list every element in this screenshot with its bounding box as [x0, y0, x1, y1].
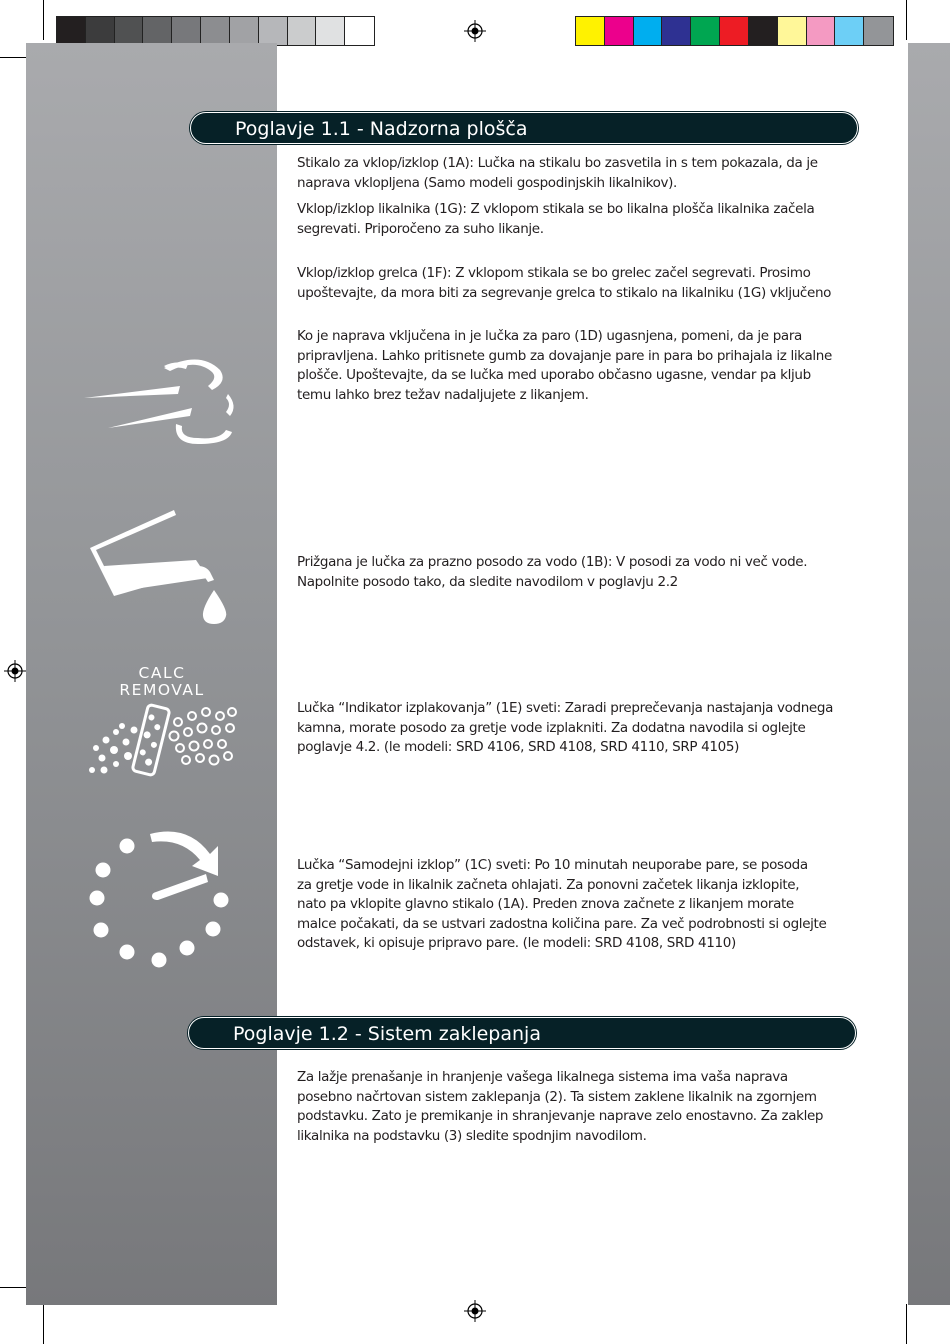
auto-off-paragraph: Lučka “Samodejni izklop” (1C) sveti: Po 10 minutah neuporabe pare, se posoda za gretje vode in likalnik začneta ohlajati. Za ponovni začetek likanja izklopite, nato pa vklopite glavno stikalo (1A). Preden znova začnete z likanjem morate malce počakati, da se ustvari zadostna količina pare. Za več podrobnosti si oglejte odstavek, ki opisuje pripravo pare. (le modeli: SRD 4108, SRD 4110): [297, 857, 827, 951]
registration-mark-icon: [4, 660, 26, 682]
color-swatch: [576, 17, 605, 45]
grayscale-calibration-bar: [56, 16, 375, 46]
color-swatch: [259, 17, 288, 45]
locking-system-paragraph: Za lažje prenašanje in hranjenje vašega likalnega sistema ima vaša naprava posebno načrtovan sistem zaklepanja (2). Ta sistem zaklene likalnik na zgornjem podstavku. Zato je premikanje in shranjevanje naprave zelo enostavno. Za zaklep likalnika na podstavku (3) sledite spodnjim navodilom.: [297, 1069, 824, 1144]
auto-off-timer-icon: [84, 826, 234, 971]
color-swatch: [691, 17, 720, 45]
rinse-indicator-paragraph: Lučka “Indikator izplakovanja” (1E) sveti: Zaradi preprečevanja nastajanja vodnega kamna, morate posodo za gretje vode izplakniti. Za dodatna navodila si oglejte poglavje 4.2. (le modeli: SRD 4106, SRD 4108, SRD 4110, SRP 4105): [297, 700, 834, 755]
color-swatch: [172, 17, 201, 45]
crop-mark: [906, 0, 907, 40]
color-swatch: [634, 17, 663, 45]
color-swatch: [605, 17, 634, 45]
color-swatch: [720, 17, 749, 45]
color-swatch: [316, 17, 345, 45]
crop-mark: [906, 1304, 907, 1344]
calc-removal-icon: [82, 660, 242, 780]
color-swatch: [864, 17, 893, 45]
registration-mark-icon: [464, 1300, 486, 1322]
registration-mark-icon: [464, 20, 486, 42]
color-swatch: [86, 17, 115, 45]
section-2-title: Poglavje 1.2 - Sistem zaklepanja: [188, 1017, 856, 1049]
color-swatch: [345, 17, 374, 45]
power-switch-paragraph: Stikalo za vklop/izklop (1A): Lučka na stikalu bo zasvetila in s tem pokazala, da je naprava vklopljena (Samo modeli gospodinjskih likalnikov).: [297, 155, 818, 191]
color-swatch: [143, 17, 172, 45]
steam-ready-paragraph: Ko je naprava vključena in je lučka za paro (1D) ugasnjena, pomeni, da je para pripravljena. Lahko pritisnete gumb za dovajanje pare in para bo prihajala iz likalne plošče. Upoštevajte, da se lučka med uporabo občasno ugasne, vendar pa kljub temu lahko brez težav nadaljujete z likanjem.: [297, 328, 832, 403]
color-swatch: [201, 17, 230, 45]
color-swatch: [662, 17, 691, 45]
calc-label-line2: REMOVAL: [119, 681, 205, 699]
color-swatch: [57, 17, 86, 45]
empty-water-tank-icon: [86, 508, 236, 628]
color-swatch: [749, 17, 778, 45]
crop-mark: [43, 1304, 44, 1344]
empty-tank-paragraph: Prižgana je lučka za prazno posodo za vodo (1B): V posodi za vodo ni več vode. Napolnite posodo tako, da sledite navodilom v poglavju 2.2: [297, 554, 808, 590]
color-swatch: [835, 17, 864, 45]
calc-label-line1: CALC: [138, 664, 186, 682]
section-1-title: Poglavje 1.1 - Nadzorna plošča: [190, 112, 858, 144]
color-swatch: [288, 17, 317, 45]
color-calibration-bar: [575, 16, 894, 46]
color-swatch: [778, 17, 807, 45]
color-swatch: [115, 17, 144, 45]
heater-switch-paragraph: Vklop/izklop grelca (1F): Z vklopom stikala se bo grelec začel segrevati. Prosimo upoštevajte, da mora biti za segrevanje grelca to stikalo na likalniku (1G) vključeno: [297, 265, 832, 301]
iron-switch-paragraph: Vklop/izklop likalnika (1G): Z vklopom stikala se bo likalna plošča likalnika začela segrevati. Priporočeno za suho likanje.: [297, 201, 815, 237]
page-edge-bar: [908, 43, 950, 1305]
color-swatch: [807, 17, 836, 45]
steam-icon: [80, 356, 245, 451]
crop-mark: [43, 0, 44, 40]
color-swatch: [230, 17, 259, 45]
